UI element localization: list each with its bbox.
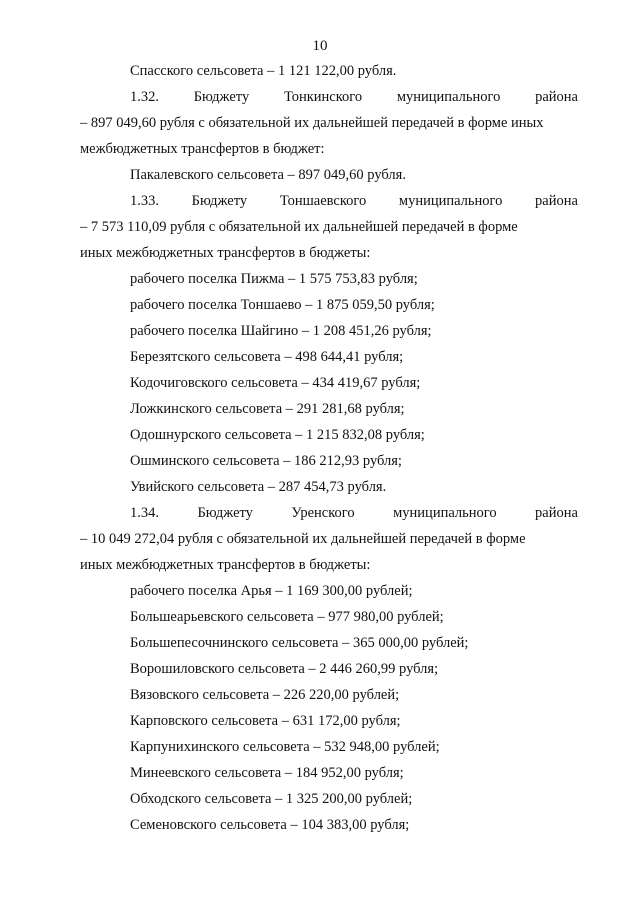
heading-word: Уренского bbox=[291, 505, 355, 521]
list-item: Увийского сельсовета – 287 454,73 рубля. bbox=[130, 479, 387, 495]
heading-word: муниципального bbox=[398, 193, 503, 209]
list-item: Кодочиговского сельсовета – 434 419,67 рубля; bbox=[130, 375, 421, 391]
text-line: Спасского сельсовета – 1 121 122,00 рубля. bbox=[130, 63, 397, 79]
list-item: Минеевского сельсовета – 184 952,00 рубля; bbox=[130, 765, 404, 781]
list-item: Вязовского сельсовета – 226 220,00 рублей; bbox=[130, 687, 400, 703]
text-line: – 7 573 110,09 рубля с обязательной их дальнейшей передачей в форме bbox=[80, 219, 518, 235]
list-item: Обходского сельсовета – 1 325 200,00 рублей; bbox=[130, 791, 413, 807]
list-item: Карповского сельсовета – 631 172,00 рубля; bbox=[130, 713, 401, 729]
text-line: иных межбюджетных трансфертов в бюджеты: bbox=[80, 557, 371, 573]
text-line: – 10 049 272,04 рубля с обязательной их дальнейшей передачей в форме bbox=[80, 531, 526, 547]
list-item: Березятского сельсовета – 498 644,41 рубля; bbox=[130, 349, 404, 365]
list-item: рабочего поселка Пижма – 1 575 753,83 рубля; bbox=[130, 271, 418, 287]
clause-1-33-heading bbox=[80, 188, 578, 214]
list-item: рабочего поселка Тоншаево – 1 875 059,50 рубля; bbox=[130, 297, 435, 313]
list-item: Большеарьевского сельсовета – 977 980,00 рублей; bbox=[130, 609, 444, 625]
clause-1-32-heading bbox=[80, 84, 578, 110]
heading-word: Тоншаевского bbox=[279, 193, 367, 209]
clause-number: 1.32. bbox=[130, 89, 159, 105]
heading-word: муниципального bbox=[396, 89, 501, 105]
text-line: иных межбюджетных трансфертов в бюджеты: bbox=[80, 245, 371, 261]
heading-word: района bbox=[535, 89, 578, 105]
heading-word: Бюджету bbox=[193, 89, 250, 105]
list-item: рабочего поселка Арья – 1 169 300,00 рублей; bbox=[130, 583, 413, 599]
list-item: Семеновского сельсовета – 104 383,00 рубля; bbox=[130, 817, 410, 833]
heading-word: муниципального bbox=[393, 505, 497, 521]
list-item: рабочего поселка Шайгино – 1 208 451,26 рубля; bbox=[130, 323, 432, 339]
list-item: Ошминского сельсовета – 186 212,93 рубля; bbox=[130, 453, 402, 469]
heading-word: Бюджету bbox=[191, 193, 248, 209]
clause-number: 1.34. bbox=[130, 505, 159, 521]
page-number: 10 bbox=[312, 38, 328, 54]
heading-word: Тонкинского bbox=[283, 89, 363, 105]
heading-word: Бюджету bbox=[197, 505, 253, 521]
text-line: межбюджетных трансфертов в бюджет: bbox=[80, 141, 325, 157]
list-item: Одошнурского сельсовета – 1 215 832,08 рубля; bbox=[130, 427, 425, 443]
list-item: Карпунихинского сельсовета – 532 948,00 рублей; bbox=[130, 739, 440, 755]
list-item: Большепесочнинского сельсовета – 365 000,00 рублей; bbox=[130, 635, 469, 651]
document-body bbox=[80, 58, 578, 838]
heading-word: района bbox=[535, 193, 578, 209]
text-line: – 897 049,60 рубля с обязательной их дальнейшей передачей в форме иных bbox=[80, 115, 544, 131]
list-item: Пакалевского сельсовета – 897 049,60 рубля. bbox=[130, 167, 406, 183]
clause-number: 1.33. bbox=[130, 193, 159, 209]
list-item: Ворошиловского сельсовета – 2 446 260,99 рубля; bbox=[130, 661, 439, 677]
list-item: Ложкинского сельсовета – 291 281,68 рубля; bbox=[130, 401, 405, 417]
heading-word: района bbox=[535, 505, 578, 521]
clause-1-34-heading bbox=[80, 500, 578, 526]
